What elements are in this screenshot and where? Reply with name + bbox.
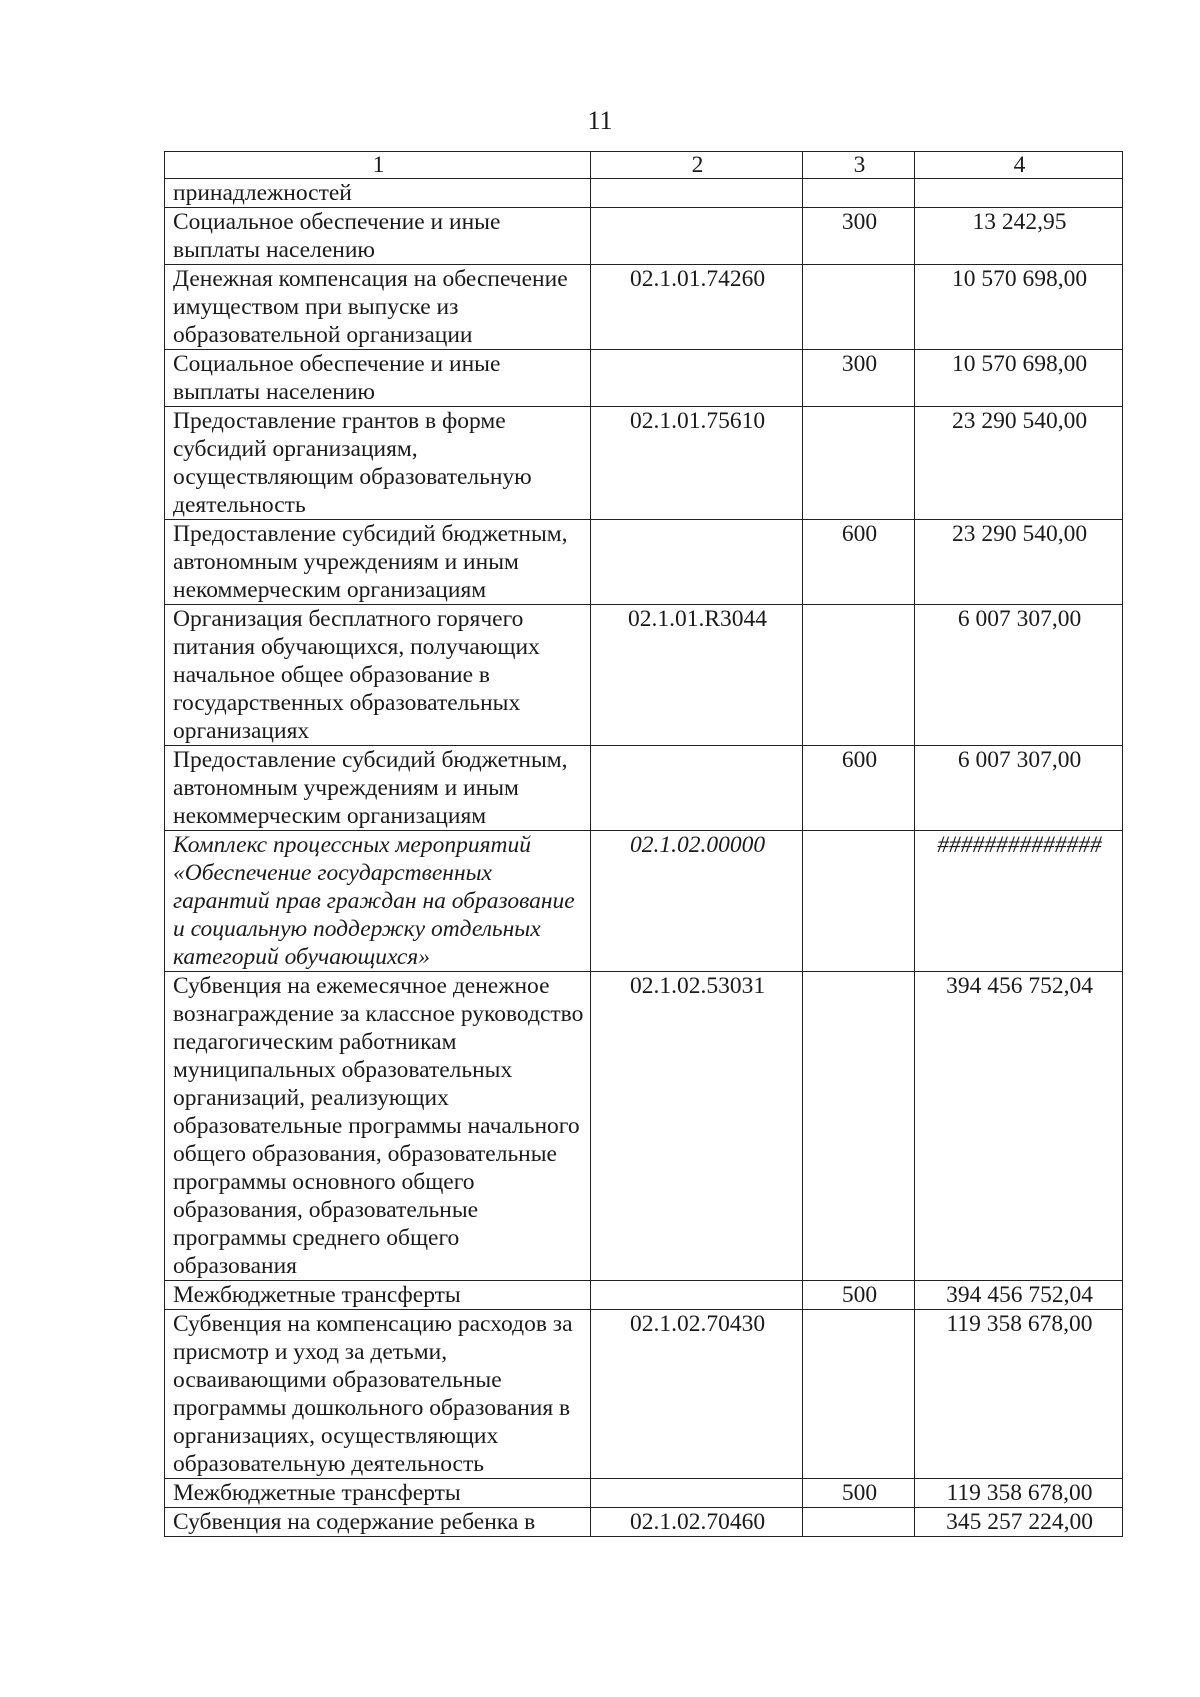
table-row <box>165 208 1123 265</box>
row-name: Субвенция на ежемесячное денежное вознаграждение за классное руководство педагогическим работникам муниципальных образовательных организаций, реализующих образовательные программы начального общего образования, образовательные программы основного общего образования, образовательные программы среднего общего образования <box>165 972 591 1281</box>
row-name: Социальное обеспечение и иные выплаты населению <box>165 350 591 407</box>
row-amount: 345 257 224,00 <box>915 1508 1123 1537</box>
row-amount: 6 007 307,00 <box>915 605 1123 746</box>
row-name: Предоставление субсидий бюджетным, автономным учреждениям и иным некоммерческим организациям <box>165 520 591 605</box>
row-code <box>591 179 803 208</box>
row-amount: 10 570 698,00 <box>915 350 1123 407</box>
table-row <box>165 605 1123 746</box>
row-group: 300 <box>803 350 915 407</box>
row-amount: 23 290 540,00 <box>915 520 1123 605</box>
row-name: Предоставление субсидий бюджетным, автономным учреждениям и иным некоммерческим организациям <box>165 746 591 831</box>
table-header-row <box>165 152 1123 179</box>
row-group <box>803 265 915 350</box>
table-row <box>165 746 1123 831</box>
row-code: 02.1.02.70430 <box>591 1310 803 1479</box>
column-header-3: 3 <box>803 152 915 179</box>
row-name: принадлежностей <box>165 179 591 208</box>
row-name: Межбюджетные трансферты <box>165 1281 591 1310</box>
row-amount: 23 290 540,00 <box>915 407 1123 520</box>
row-amount: 13 242,95 <box>915 208 1123 265</box>
table-row <box>165 1281 1123 1310</box>
table-row <box>165 265 1123 350</box>
table-row <box>165 1479 1123 1508</box>
row-group <box>803 179 915 208</box>
table-row <box>165 1310 1123 1479</box>
row-code <box>591 1479 803 1508</box>
row-name: Субвенция на содержание ребенка в <box>165 1508 591 1537</box>
row-name: Предоставление грантов в форме субсидий организациям, осуществляющим образовательную деятельность <box>165 407 591 520</box>
row-name: Субвенция на компенсацию расходов за присмотр и уход за детьми, осваивающими образовательные программы дошкольного образования в организациях, осуществляющих образовательную деятельность <box>165 1310 591 1479</box>
row-code: 02.1.01.75610 <box>591 407 803 520</box>
row-amount: 394 456 752,04 <box>915 1281 1123 1310</box>
row-amount: 394 456 752,04 <box>915 972 1123 1281</box>
row-name: Денежная компенсация на обеспечение имуществом при выпуске из образовательной организации <box>165 265 591 350</box>
column-header-4: 4 <box>915 152 1123 179</box>
row-group: 500 <box>803 1479 915 1508</box>
table-row <box>165 350 1123 407</box>
row-group: 600 <box>803 520 915 605</box>
row-group <box>803 1508 915 1537</box>
row-group <box>803 1310 915 1479</box>
row-code: 02.1.01.74260 <box>591 265 803 350</box>
row-code <box>591 1281 803 1310</box>
table-row <box>165 179 1123 208</box>
row-code <box>591 746 803 831</box>
row-code: 02.1.01.R3044 <box>591 605 803 746</box>
row-name: Социальное обеспечение и иные выплаты населению <box>165 208 591 265</box>
row-group <box>803 407 915 520</box>
row-group: 600 <box>803 746 915 831</box>
row-group <box>803 605 915 746</box>
table-row <box>165 520 1123 605</box>
row-code <box>591 208 803 265</box>
row-code: 02.1.02.70460 <box>591 1508 803 1537</box>
row-group <box>803 831 915 972</box>
row-group: 300 <box>803 208 915 265</box>
page-number: 11 <box>587 106 613 135</box>
table-row <box>165 1508 1123 1537</box>
row-code <box>591 350 803 407</box>
table-row <box>165 831 1123 972</box>
row-code: 02.1.02.00000 <box>591 831 803 972</box>
table-row <box>165 972 1123 1281</box>
row-group <box>803 972 915 1281</box>
row-code: 02.1.02.53031 <box>591 972 803 1281</box>
table-row <box>165 407 1123 520</box>
row-name: Межбюджетные трансферты <box>165 1479 591 1508</box>
row-group: 500 <box>803 1281 915 1310</box>
row-amount: 6 007 307,00 <box>915 746 1123 831</box>
row-amount <box>915 179 1123 208</box>
budget-table <box>164 151 1123 1537</box>
column-header-1: 1 <box>165 152 591 179</box>
column-header-2: 2 <box>591 152 803 179</box>
row-amount: 10 570 698,00 <box>915 265 1123 350</box>
row-name: Организация бесплатного горячего питания обучающихся, получающих начальное общее образование в государственных образовательных организациях <box>165 605 591 746</box>
row-amount: ############## <box>915 831 1123 972</box>
row-amount: 119 358 678,00 <box>915 1479 1123 1508</box>
row-name: Комплекс процессных мероприятий «Обеспечение государственных гарантий прав граждан на образование и социальную поддержку отдельных категорий обучающихся» <box>165 831 591 972</box>
row-amount: 119 358 678,00 <box>915 1310 1123 1479</box>
row-code <box>591 520 803 605</box>
